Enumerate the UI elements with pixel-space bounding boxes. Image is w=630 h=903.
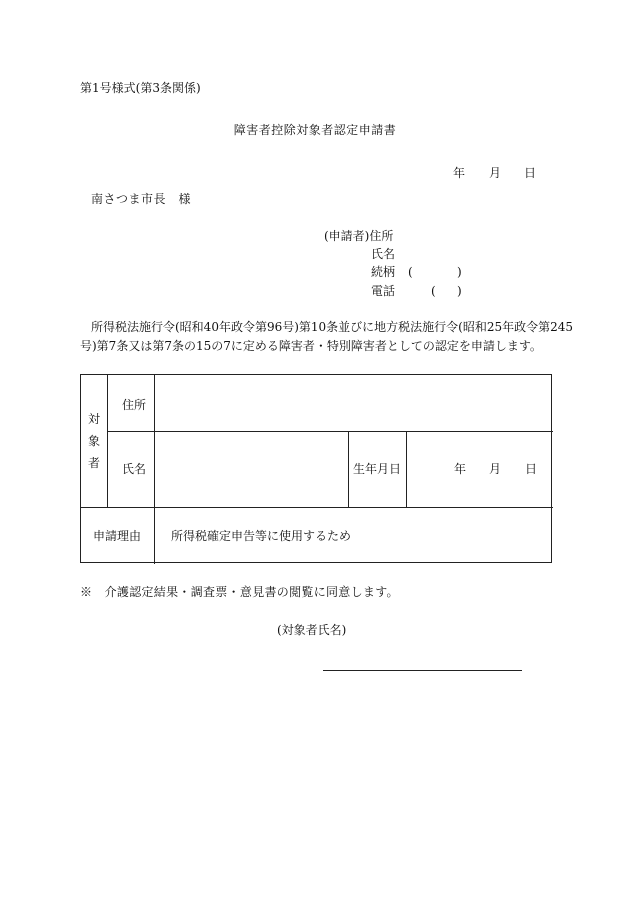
phone-close-paren: ) [457,284,462,298]
subject-table [80,374,552,563]
target-person-label [81,375,107,507]
table-divider [348,431,349,507]
applicant-relation-label: 続柄 [371,265,396,279]
statement-line-1: 所得税法施行令(昭和40年政令第96号)第10条並びに地方税法施行令(昭和25年政令第245 [91,320,574,334]
application-statement [80,318,574,356]
birth-day-label: 日 [525,462,538,476]
addressee: 南さつま市長 様 [91,192,192,206]
statement-line-2: 号)第7条又は第7条の15の7に定める障害者・特別障害者としての認定を申請します。 [80,339,542,353]
date-month-label: 月 [489,166,502,180]
table-divider [107,375,108,507]
phone-open-paren: ( [431,284,436,298]
applicant-phone-label: 電話 [371,284,396,298]
document-title: 障害者控除対象者認定申請書 [233,123,397,137]
applicant-address-label: (申請者)住所 [324,229,394,243]
table-divider [154,507,155,564]
reason-label: 申請理由 [93,529,142,543]
target-address-field[interactable] [155,375,553,431]
signature-line[interactable] [323,670,522,671]
relation-close-paren: ) [457,265,462,279]
target-char-3: 者 [87,456,100,470]
consent-note: ※ 介護認定結果・調査票・意見書の閲覧に同意します。 [80,585,399,599]
birth-year-label: 年 [454,462,467,476]
applicant-name-label: 氏名 [371,247,396,261]
relation-open-paren: ( [408,265,413,279]
birth-month-label: 月 [489,462,502,476]
target-name-field[interactable] [155,432,348,507]
form-number: 第1号様式(第3条関係) [80,81,201,95]
table-divider [81,507,553,508]
reason-value: 所得税確定申告等に使用するため [171,529,352,543]
target-char-1: 対 [87,412,100,426]
signature-label: (対象者氏名) [277,623,347,637]
target-char-2: 象 [87,434,100,448]
target-name-label: 氏名 [122,462,147,476]
target-address-label: 住所 [122,398,147,412]
table-divider [406,431,407,507]
date-day-label: 日 [524,166,537,180]
date-year-label: 年 [453,166,466,180]
birthdate-label: 生年月日 [353,462,402,476]
